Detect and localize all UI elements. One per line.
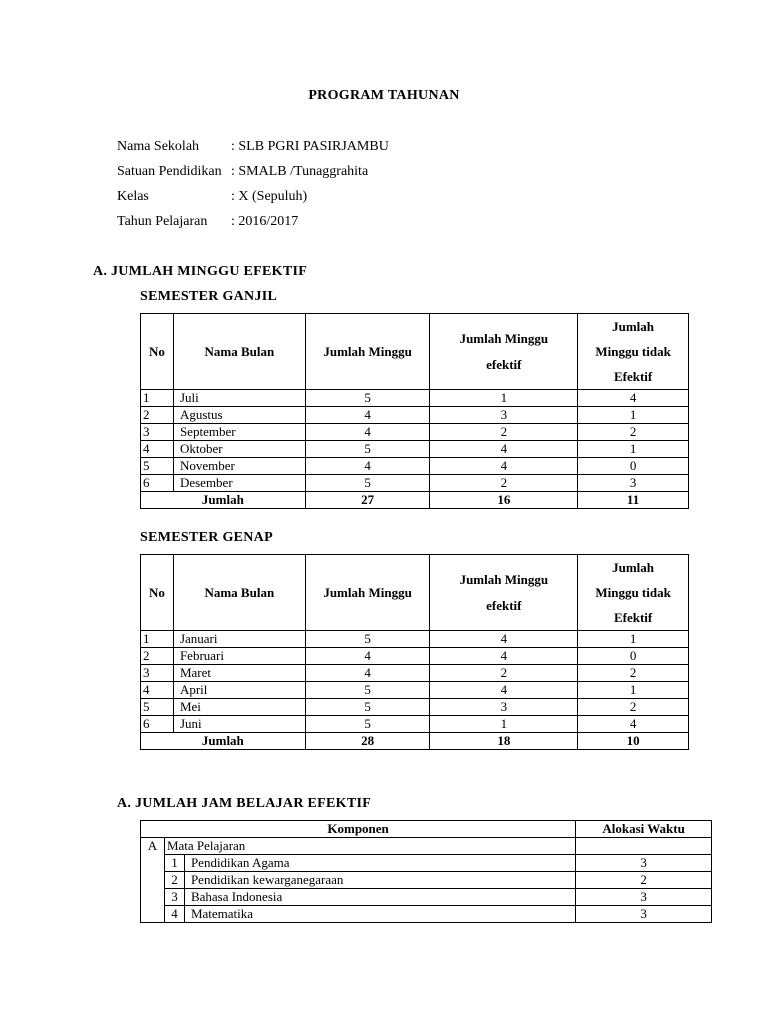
table-row	[141, 390, 689, 407]
info-value: : SLB PGRI PASIRJAMBU	[231, 139, 389, 154]
cell-efektif: 4	[430, 458, 578, 475]
cell-no: 3	[141, 665, 174, 682]
cell-tidak-efektif: 2	[578, 665, 689, 682]
cell-no: 1	[164, 855, 184, 872]
table-total-row	[141, 733, 689, 750]
cell-no: 2	[141, 407, 174, 424]
table-row	[141, 699, 689, 716]
cell-month: Januari	[173, 631, 305, 648]
cell-total-tidak-efektif: 10	[578, 733, 689, 750]
cell-no: 4	[141, 682, 174, 699]
table-row	[141, 441, 689, 458]
page-title: PROGRAM TAHUNAN	[308, 88, 460, 103]
cell-jumlah-minggu: 4	[305, 665, 430, 682]
table-semester-genap	[140, 554, 689, 750]
cell-alokasi: 3	[576, 906, 712, 923]
cell-month: Februari	[173, 648, 305, 665]
info-value: : X (Sepuluh)	[231, 189, 308, 204]
cell-no: 6	[141, 475, 174, 492]
cell-tidak-efektif: 1	[578, 407, 689, 424]
cell-efektif: 4	[430, 441, 578, 458]
cell-subject: Matematika	[184, 906, 575, 923]
col-header-minggu-efektif	[430, 314, 578, 390]
cell-jumlah-minggu: 5	[305, 441, 430, 458]
cell-jumlah-minggu: 4	[305, 424, 430, 441]
cell-tidak-efektif: 3	[578, 475, 689, 492]
cell-jumlah-minggu: 5	[305, 631, 430, 648]
cell-group-letter: A	[141, 838, 165, 923]
cell-month: April	[173, 682, 305, 699]
cell-month: Desember	[173, 475, 305, 492]
cell-tidak-efektif: 2	[578, 699, 689, 716]
cell-tidak-efektif: 4	[578, 390, 689, 407]
header-line: efektif	[486, 597, 522, 613]
cell-tidak-efektif: 1	[578, 631, 689, 648]
table-semester-ganjil	[140, 313, 689, 509]
cell-tidak-efektif: 0	[578, 458, 689, 475]
cell-total-minggu: 28	[305, 733, 430, 750]
table-total-row	[141, 492, 689, 509]
cell-alokasi: 3	[576, 889, 712, 906]
table-row	[141, 682, 689, 699]
cell-efektif: 1	[430, 716, 578, 733]
section-heading-minggu-efektif: A. JUMLAH MINGGU EFEKTIF	[93, 264, 308, 279]
col-header-nama-bulan: Nama Bulan	[173, 555, 305, 631]
cell-month: November	[173, 458, 305, 475]
cell-jumlah-minggu: 5	[305, 475, 430, 492]
cell-efektif: 1	[430, 390, 578, 407]
col-header-minggu-efektif	[430, 555, 578, 631]
cell-alokasi: 3	[576, 855, 712, 872]
table-row	[141, 855, 712, 872]
cell-efektif: 3	[430, 699, 578, 716]
cell-subject: Pendidikan kewarganegaraan	[184, 872, 575, 889]
cell-no: 2	[164, 872, 184, 889]
cell-no: 3	[164, 889, 184, 906]
cell-jumlah-minggu: 5	[305, 390, 430, 407]
cell-no: 3	[141, 424, 174, 441]
cell-efektif: 4	[430, 648, 578, 665]
col-header-nama-bulan: Nama Bulan	[173, 314, 305, 390]
cell-efektif: 4	[430, 631, 578, 648]
cell-subject: Pendidikan Agama	[184, 855, 575, 872]
cell-no: 6	[141, 716, 174, 733]
cell-no: 2	[141, 648, 174, 665]
cell-tidak-efektif: 4	[578, 716, 689, 733]
cell-alokasi: 2	[576, 872, 712, 889]
info-row-school	[117, 139, 389, 155]
header-line: Jumlah	[612, 560, 655, 575]
col-header-jumlah-minggu: Jumlah Minggu	[305, 314, 430, 390]
cell-month: Mei	[173, 699, 305, 716]
table-row	[141, 407, 689, 424]
cell-tidak-efektif: 1	[578, 441, 689, 458]
cell-total-label: Jumlah	[141, 733, 306, 750]
cell-tidak-efektif: 1	[578, 682, 689, 699]
info-value: : 2016/2017	[231, 214, 299, 229]
cell-total-efektif: 16	[430, 492, 578, 509]
cell-month: Juli	[173, 390, 305, 407]
cell-total-tidak-efektif: 11	[578, 492, 689, 509]
cell-total-minggu: 27	[305, 492, 430, 509]
cell-jumlah-minggu: 4	[305, 458, 430, 475]
col-header-komponen: Komponen	[141, 821, 576, 838]
header-line: Jumlah	[612, 319, 655, 334]
section-heading-jam-belajar: A. JUMLAH JAM BELAJAR EFEKTIF	[117, 796, 372, 811]
table-row	[141, 648, 689, 665]
info-label: Nama Sekolah	[117, 139, 200, 154]
info-row-year	[117, 214, 298, 230]
cell-jumlah-minggu: 5	[305, 699, 430, 716]
cell-no: 4	[141, 441, 174, 458]
cell-subject: Bahasa Indonesia	[184, 889, 575, 906]
cell-no: 5	[141, 699, 174, 716]
header-line: Minggu tidak	[595, 344, 671, 359]
cell-no: 4	[164, 906, 184, 923]
cell-tidak-efektif: 0	[578, 648, 689, 665]
header-line: Minggu tidak	[595, 585, 671, 600]
info-value: : SMALB /Tunaggrahita	[231, 164, 369, 179]
cell-month: September	[173, 424, 305, 441]
info-row-class	[117, 189, 307, 205]
table-jam-belajar	[140, 820, 712, 923]
cell-jumlah-minggu: 4	[305, 407, 430, 424]
cell-total-label: Jumlah	[141, 492, 306, 509]
cell-jumlah-minggu: 5	[305, 716, 430, 733]
cell-month: Maret	[173, 665, 305, 682]
cell-efektif: 2	[430, 424, 578, 441]
cell-no: 1	[141, 390, 174, 407]
header-line: Jumlah Minggu	[459, 330, 549, 346]
cell-tidak-efektif: 2	[578, 424, 689, 441]
semester-genap-title: SEMESTER GENAP	[140, 530, 273, 545]
cell-group-label: Mata Pelajaran	[164, 838, 575, 855]
cell-total-efektif: 18	[430, 733, 578, 750]
cell-month: Juni	[173, 716, 305, 733]
semester-ganjil-title: SEMESTER GANJIL	[140, 289, 278, 304]
table-row	[141, 631, 689, 648]
cell-no: 1	[141, 631, 174, 648]
info-label: Tahun Pelajaran	[117, 214, 208, 229]
col-header-jumlah-minggu: Jumlah Minggu	[305, 555, 430, 631]
table-row	[141, 716, 689, 733]
table-row	[141, 458, 689, 475]
cell-efektif: 2	[430, 665, 578, 682]
header-line: Jumlah Minggu	[459, 571, 549, 587]
cell-jumlah-minggu: 5	[305, 682, 430, 699]
table-header-row	[141, 821, 712, 838]
cell-month: Oktober	[173, 441, 305, 458]
header-line: Efektif	[613, 369, 653, 384]
info-label: Kelas	[117, 189, 149, 204]
header-line: Efektif	[613, 610, 653, 625]
header-line: efektif	[486, 356, 522, 372]
col-header-alokasi-waktu: Alokasi Waktu	[576, 821, 712, 838]
info-label: Satuan Pendidikan	[117, 164, 222, 179]
table-row	[141, 872, 712, 889]
col-header-no: No	[141, 314, 174, 390]
table-header-row	[141, 314, 689, 390]
cell-jumlah-minggu: 4	[305, 648, 430, 665]
cell-efektif: 2	[430, 475, 578, 492]
table-row	[141, 906, 712, 923]
cell-no: 5	[141, 458, 174, 475]
col-header-no: No	[141, 555, 174, 631]
info-row-unit	[117, 164, 368, 180]
cell-month: Agustus	[173, 407, 305, 424]
cell-efektif: 4	[430, 682, 578, 699]
table-group-row	[141, 838, 712, 855]
cell-efektif: 3	[430, 407, 578, 424]
table-row	[141, 424, 689, 441]
table-header-row	[141, 555, 689, 631]
col-header-minggu-tidak-efektif	[578, 314, 689, 390]
cell-empty	[576, 838, 712, 855]
table-row	[141, 665, 689, 682]
table-row	[141, 889, 712, 906]
col-header-minggu-tidak-efektif	[578, 555, 689, 631]
table-row	[141, 475, 689, 492]
